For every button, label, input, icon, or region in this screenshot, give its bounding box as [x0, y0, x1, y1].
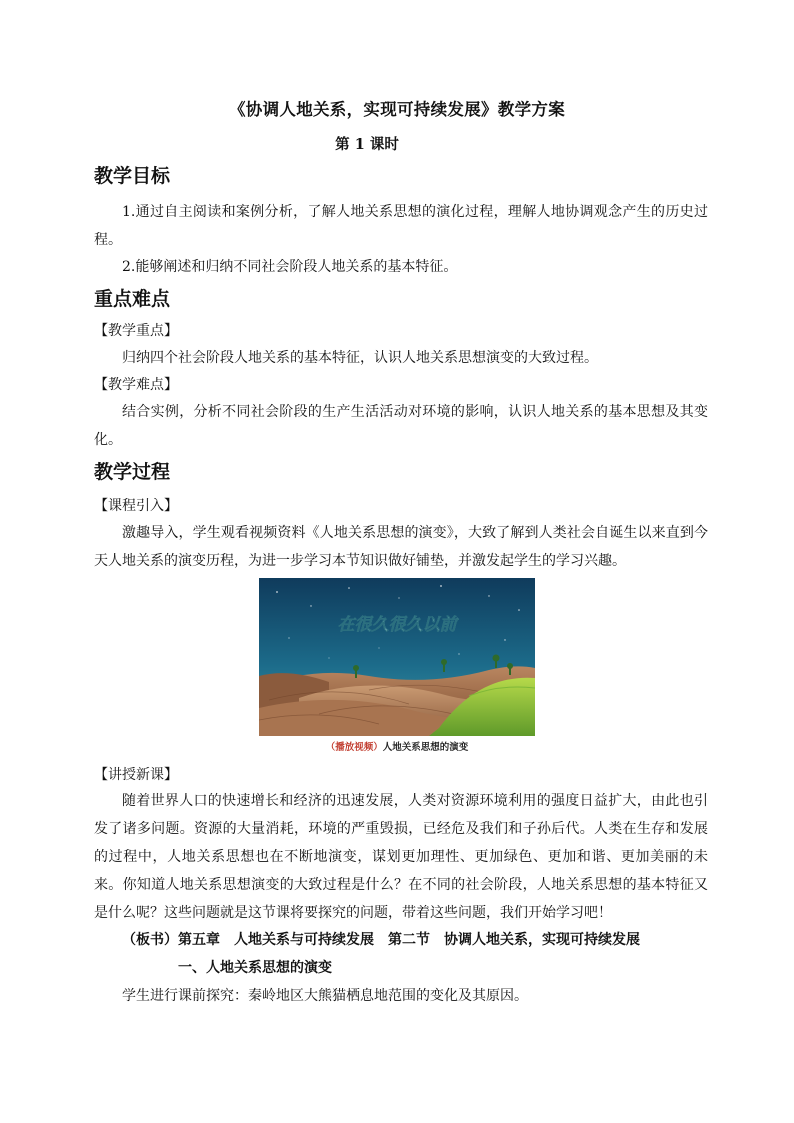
goal-item-1: 1.通过自主阅读和案例分析，了解人地关系思想的演化过程，理解人地协调观念产生的历史过程。 [94, 204, 708, 248]
document-title: 《协调人地关系，实现可持续发展》教学方案 [229, 100, 565, 119]
process-heading: 教学过程 [94, 461, 171, 483]
intro-label: 【课程引入】 [94, 498, 178, 514]
new-lesson-text: 随着世界人口的快速增长和经济的迅速发展，人类对资源环境利用的强度日益扩大，由此也引发了诸多问题。资源的大量消耗，环境的严重毁损，已经危及我们和子孙后代。人类在生存和发展的过程中，人地关系思想也在不断地演变，谋划更加理性、更加绿色、更加和谐、更加美丽的未来。你知道人地关系思想演变的大致过程是什么？在不同的社会阶段，人地关系思想的基本特征又是什么呢？这些问题就是这节课将要探究的问题，带着这些问题，我们开始学习吧！ [94, 793, 708, 921]
goals-heading: 教学目标 [94, 165, 171, 187]
key-points-heading: 重点难点 [94, 288, 171, 310]
new-lesson-label: 【讲授新课】 [94, 767, 178, 783]
caption-title: 人地关系思想的演变 [382, 742, 469, 753]
difficulty-label: 【教学难点】 [94, 377, 178, 393]
section-heading: 一、人地关系思想的演变 [178, 960, 332, 976]
lesson-number: 第 1 课时 [335, 136, 399, 153]
focus-label: 【教学重点】 [94, 323, 178, 339]
intro-text: 激趣导入，学生观看视频资料《人地关系思想的演变》，大致了解到人类社会自诞生以来直到今天人地关系的演变历程，为进一步学习本节知识做好铺垫，并激发起学生的学习兴趣。 [94, 525, 708, 569]
video-thumbnail[interactable] [259, 578, 535, 736]
video-overlay-text: 在很久很久以前 [337, 615, 457, 635]
difficulty-text: 结合实例，分析不同社会阶段的生产生活活动对环境的影响，认识人地关系的基本思想及其变化。 [94, 404, 708, 448]
focus-text: 归纳四个社会阶段人地关系的基本特征，认识人地关系思想演变的大致过程。 [122, 350, 598, 366]
inquiry-text: 学生进行课前探究：秦岭地区大熊猫栖息地范围的变化及其原因。 [122, 988, 528, 1004]
caption-play-tag: （播放视频） [325, 742, 383, 753]
video-illustration [259, 578, 535, 736]
video-caption [259, 739, 535, 753]
goal-item-2: 2.能够阐述和归纳不同社会阶段人地关系的基本特征。 [122, 259, 458, 275]
board-text: （板书）第五章 人地关系与可持续发展 第二节 协调人地关系，实现可持续发展 [122, 932, 640, 948]
